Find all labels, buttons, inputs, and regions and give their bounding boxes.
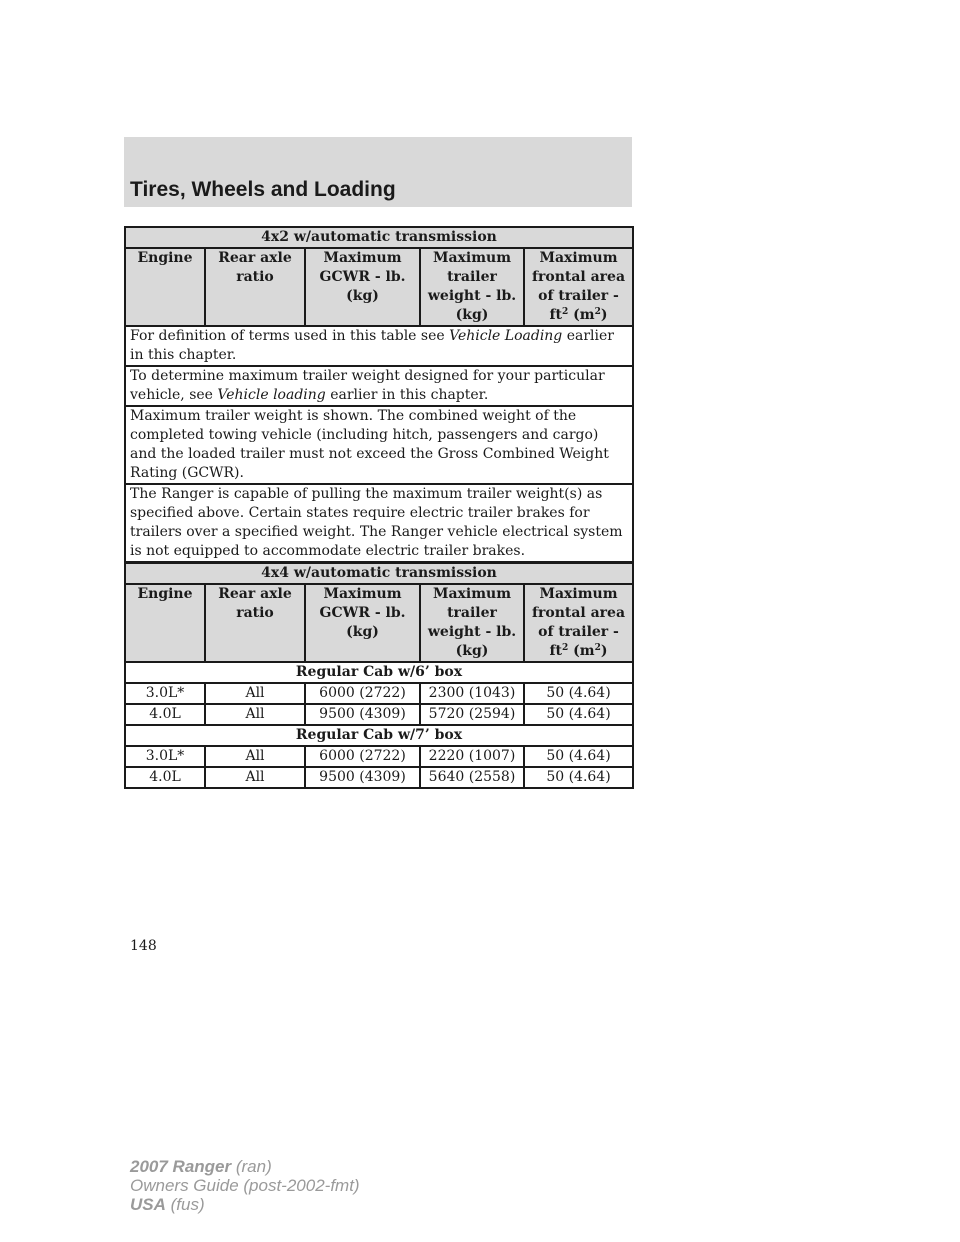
cell-axle-ratio: All bbox=[205, 683, 305, 704]
column-header-axle-ratio: Rear axle ratio bbox=[205, 584, 305, 662]
cell-engine: 3.0L* bbox=[125, 746, 205, 767]
footer-line-model: 2007 Ranger (ran) bbox=[130, 1157, 272, 1176]
table-row bbox=[125, 683, 633, 704]
table-title: 4x2 w/automatic transmission bbox=[125, 227, 633, 248]
document-footer bbox=[130, 1157, 360, 1214]
column-header-frontal-area: Maximum frontal area of trailer - $ft^2$ $(m^2)$ bbox=[524, 584, 633, 662]
cell-axle-ratio: All bbox=[205, 704, 305, 725]
cell-gcwr: 6000 (2722) bbox=[305, 683, 420, 704]
section-heading: Regular Cab w/6’ box bbox=[125, 662, 633, 683]
column-header-trailer-weight: Maximum trailer weight - lb. (kg) bbox=[420, 248, 524, 326]
cell-trailer-weight: 2300 (1043) bbox=[420, 683, 524, 704]
cell-engine: 4.0L bbox=[125, 767, 205, 788]
cell-gcwr: 9500 (4309) bbox=[305, 704, 420, 725]
cell-gcwr: 6000 (2722) bbox=[305, 746, 420, 767]
cell-frontal-area: 50 (4.64) bbox=[524, 704, 633, 725]
cell-trailer-weight: 2220 (1007) bbox=[420, 746, 524, 767]
table-note-gcwr: Maximum trailer weight is shown. The combined weight of the completed towing vehicle (including hitch, passengers and cargo) and the loaded trailer must not exceed the Gross Combined Weight Rating (GCWR). bbox=[125, 406, 633, 484]
table-row bbox=[125, 704, 633, 725]
column-header-engine: Engine bbox=[125, 248, 205, 326]
column-header-gcwr: Maximum GCWR - lb. (kg) bbox=[305, 248, 420, 326]
column-header-frontal-area: Maximum frontal area of trailer - $ft^2$ $(m^2)$ bbox=[524, 248, 633, 326]
cell-trailer-weight: 5720 (2594) bbox=[420, 704, 524, 725]
column-header-axle-ratio: Rear axle ratio bbox=[205, 248, 305, 326]
table-note-max-weight: To determine maximum trailer weight designed for your particular vehicle, see Vehicle loading earlier in this chapter. bbox=[125, 366, 633, 406]
section-title: Tires, Wheels and Loading bbox=[130, 178, 396, 201]
table-title: 4x4 w/automatic transmission bbox=[125, 563, 633, 584]
towing-table-4x4 bbox=[124, 562, 634, 789]
cell-frontal-area: 50 (4.64) bbox=[524, 683, 633, 704]
towing-table-4x2 bbox=[124, 226, 634, 563]
column-header-trailer-weight: Maximum trailer weight - lb. (kg) bbox=[420, 584, 524, 662]
section-heading: Regular Cab w/7’ box bbox=[125, 725, 633, 746]
table-note-electric-brakes: The Ranger is capable of pulling the maximum trailer weight(s) as specified above. Certain states require electric trailer brakes for trailers over a specified weight. The Ranger vehicle electrical system is not equipped to accommodate electric trailer brakes. bbox=[125, 484, 633, 562]
table-note-definitions: For definition of terms used in this table see Vehicle Loading earlier in this chapter. bbox=[125, 326, 633, 366]
table-row bbox=[125, 746, 633, 767]
column-header-gcwr: Maximum GCWR - lb. (kg) bbox=[305, 584, 420, 662]
cell-engine: 3.0L* bbox=[125, 683, 205, 704]
cell-frontal-area: 50 (4.64) bbox=[524, 746, 633, 767]
table-row bbox=[125, 767, 633, 788]
page-number: 148 bbox=[130, 938, 157, 954]
cell-trailer-weight: 5640 (2558) bbox=[420, 767, 524, 788]
footer-line-market: USA (fus) bbox=[130, 1195, 205, 1214]
cell-axle-ratio: All bbox=[205, 767, 305, 788]
cell-engine: 4.0L bbox=[125, 704, 205, 725]
column-header-engine: Engine bbox=[125, 584, 205, 662]
cell-gcwr: 9500 (4309) bbox=[305, 767, 420, 788]
cell-frontal-area: 50 (4.64) bbox=[524, 767, 633, 788]
cell-axle-ratio: All bbox=[205, 746, 305, 767]
footer-line-guide: Owners Guide (post-2002-fmt) bbox=[130, 1176, 360, 1195]
